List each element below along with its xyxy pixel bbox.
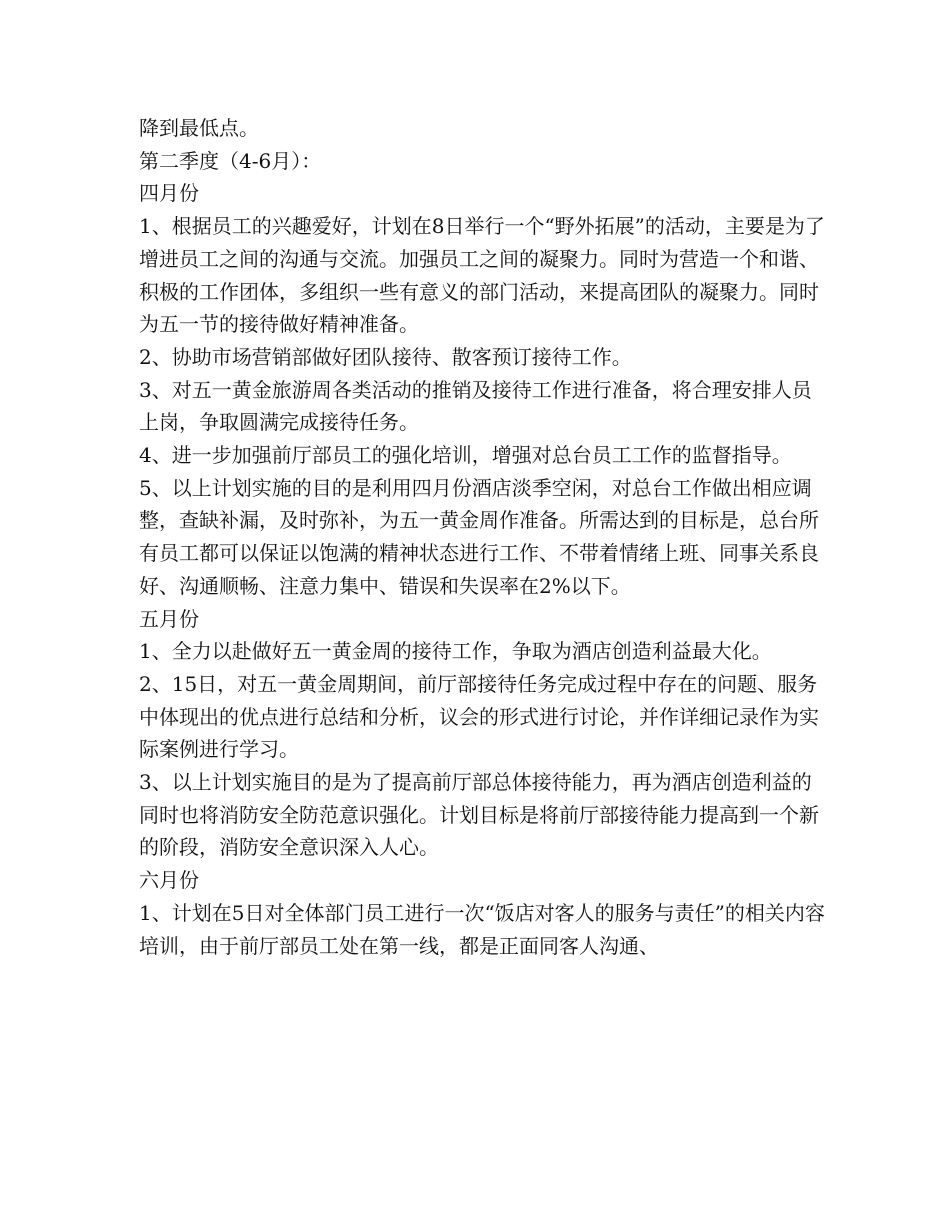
april-item-1: 1、根据员工的兴趣爱好，计划在8日举行一个“野外拓展”的活动，主要是为了增进员工之间的沟通与交流。加强员工之间的凝聚力。同时为营造一个和谐、积极的工作团体，多组织一些有意义的部门活动，来提高团队的凝聚力。同时为五一节的接待做好精神准备。 (139, 214, 825, 337)
document-body (139, 112, 829, 962)
may-item-1: 1、全力以赴做好五一黄金周的接待工作，争取为酒店创造利益最大化。 (139, 639, 772, 664)
month-heading-june: 六月份 (139, 868, 199, 893)
april-item-4: 4、进一步加强前厅部员工的强化培训，增强对总台员工工作的监督指导。 (139, 443, 792, 468)
april-item-3: 3、对五一黄金旅游周各类活动的推销及接待工作进行准备，将合理安排人员上岗，争取圆满完成接待任务。 (139, 377, 812, 435)
section-heading-q2: 第二季度（4-6月）： (139, 148, 322, 173)
april-item-5: 5、以上计划实施的目的是利用四月份酒店淡季空闲，对总台工作做出相应调整，查缺补漏，及时弥补，为五一黄金周作准备。所需达到的目标是，总台所有员工都可以保证以饱满的精神状态进行工作、不带着情绪上班、同事关系良好、沟通顺畅、注意力集中、错误和失误率在2%以下。 (139, 475, 819, 598)
april-item-2: 2、协助市场营销部做好团队接待、散客预订接待工作。 (139, 344, 632, 369)
month-heading-may: 五月份 (139, 606, 199, 631)
june-item-1: 1、计划在5日对全体部门员工进行一次“饭店对客人的服务与责任”的相关内容培训，由于前厅部员工处在第一线，都是正面同客人沟通、 (139, 900, 825, 958)
paragraph-continuation: 降到最低点。 (139, 116, 259, 140)
may-item-2: 2、15日，对五一黄金周期间，前厅部接待任务完成过程中存在的问题、服务中体现出的优点进行总结和分析，议会的形式进行讨论，并作详细记录作为实际案例进行学习。 (139, 671, 819, 762)
may-item-3: 3、以上计划实施目的是为了提高前厅部总体接待能力，再为酒店创造利益的同时也将消防安全防范意识强化。计划目标是将前厅部接待能力提高到一个新的阶段，消防安全意识深入人心。 (139, 770, 819, 860)
month-heading-april: 四月份 (139, 181, 199, 206)
